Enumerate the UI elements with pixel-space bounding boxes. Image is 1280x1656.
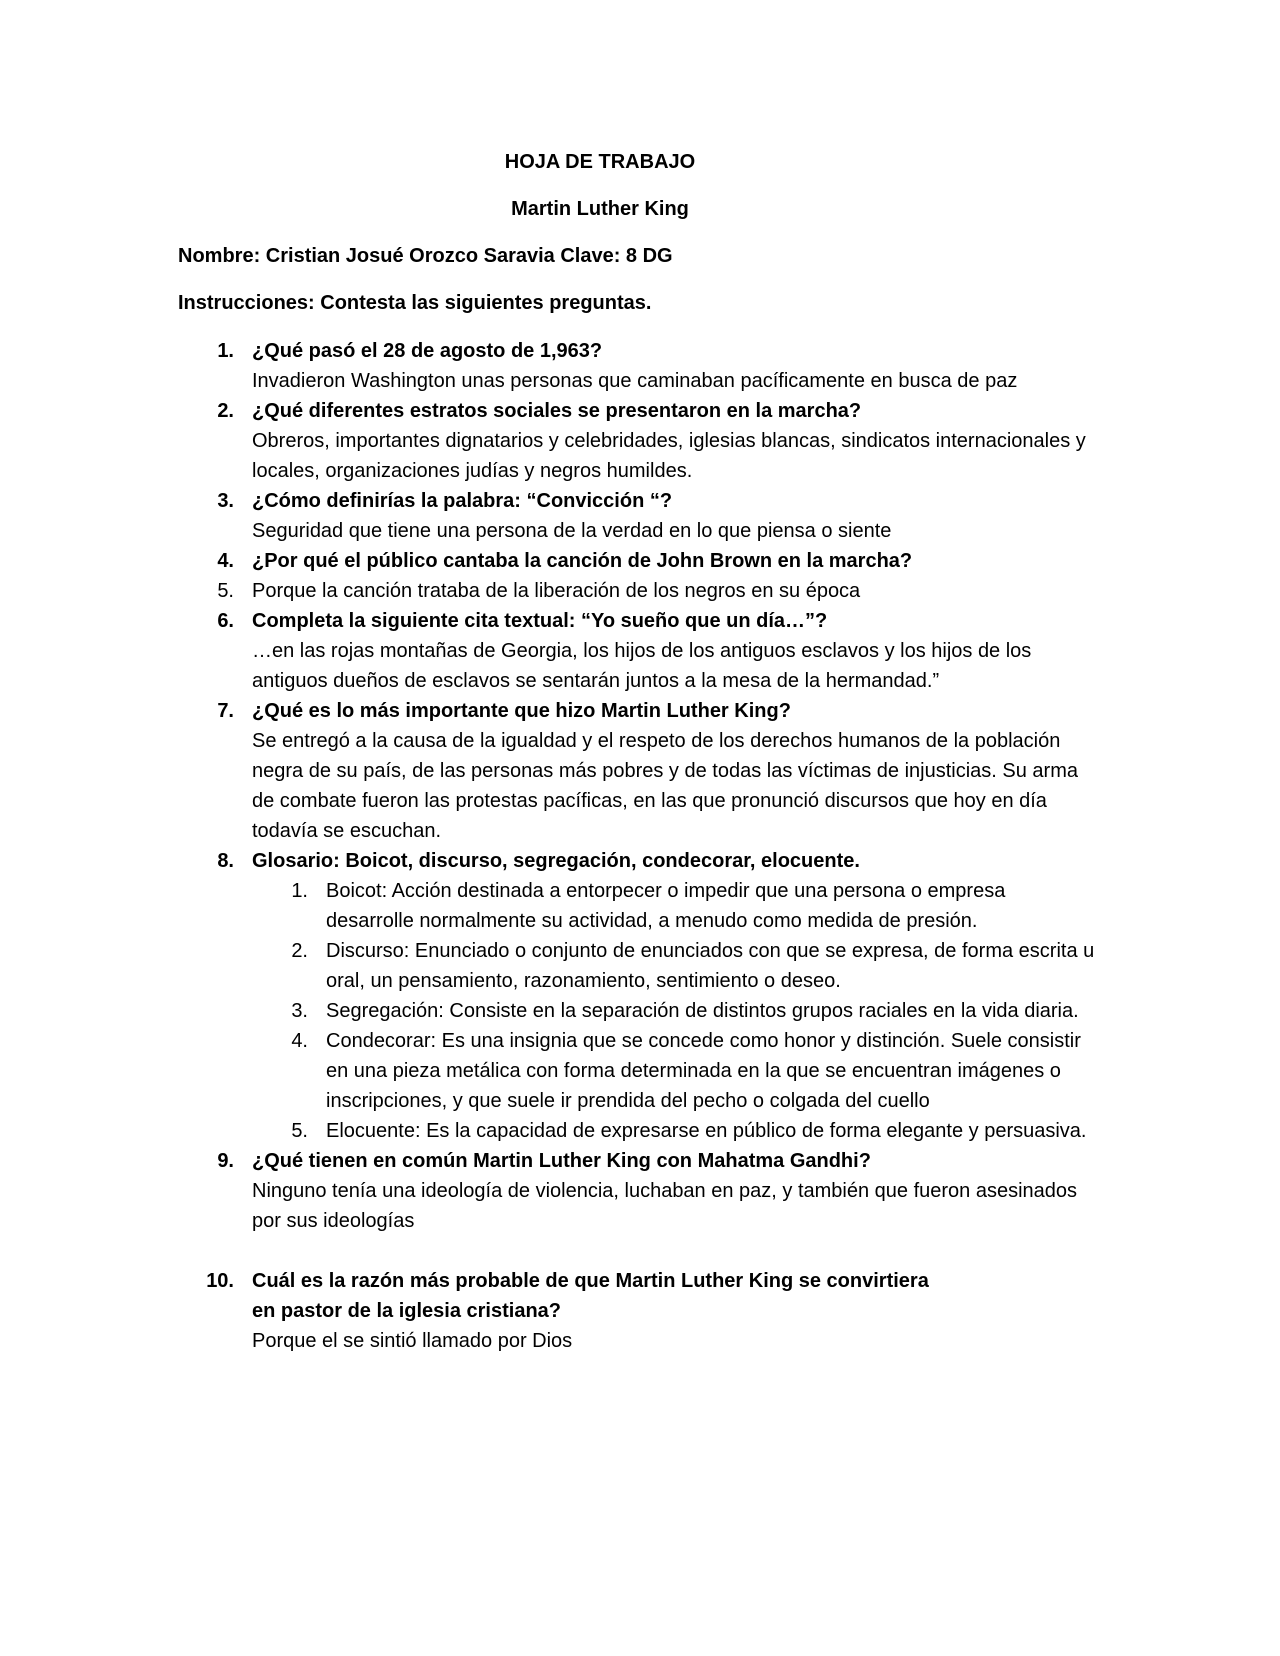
question-text: ¿Qué tienen en común Martin Luther King con Mahatma Gandhi? <box>252 1150 871 1172</box>
question-number: 3. <box>217 490 234 512</box>
student-name-line: Nombre: Cristian Josué Orozco Saravia Clave: 8 DG <box>178 245 673 267</box>
glossary-text: Segregación: Consiste en la separación de distintos grupos raciales en la vida diaria. <box>326 1000 1079 1022</box>
glossary-text: Condecorar: Es una insignia que se concede como honor y distinción. Suele consistir en una pieza metálica con forma determinada en la que se encuentran imágenes o inscripciones, y que suele ir prendida del pecho o colgada del cuello <box>326 1030 1081 1112</box>
question-item <box>178 336 1098 396</box>
answer-text: Seguridad que tiene una persona de la verdad en lo que piensa o siente <box>252 520 892 542</box>
document-title: HOJA DE TRABAJO <box>504 151 696 173</box>
question-item <box>178 1146 1098 1236</box>
glossary-item <box>252 1026 1098 1116</box>
question-text: Completa la siguiente cita textual: “Yo sueño que un día…”? <box>252 610 828 632</box>
glossary-number: 2. <box>291 940 308 962</box>
glossary-list <box>252 876 1098 1146</box>
question-text: ¿Qué pasó el 28 de agosto de 1,963? <box>252 340 603 362</box>
answer-text: Obreros, importantes dignatarios y celebridades, iglesias blancas, sindicatos internacionales y locales, organizaciones judías y negros humildes. <box>252 430 1086 482</box>
questions-list <box>178 336 1098 1356</box>
question-number: 8. <box>217 850 234 872</box>
question-item <box>178 576 1098 606</box>
question-item <box>178 546 1098 576</box>
question-item <box>178 696 1098 846</box>
document-subtitle: Martin Luther King <box>511 198 689 220</box>
question-text-line-1: Cuál es la razón más probable de que Martin Luther King se convirtiera <box>252 1270 929 1292</box>
glossary-item <box>252 996 1098 1026</box>
instructions-line: Instrucciones: Contesta las siguientes preguntas. <box>178 292 652 314</box>
answer-text: Invadieron Washington unas personas que caminaban pacíficamente en busca de paz <box>252 370 1018 392</box>
answer-text: Ninguno tenía una ideología de violencia, luchaban en paz, y también que fueron asesinados por sus ideologías <box>252 1180 1078 1232</box>
glossary-number: 5. <box>291 1120 308 1142</box>
question-number: 7. <box>217 700 234 722</box>
question-number: 6. <box>217 610 234 632</box>
glossary-text: Discurso: Enunciado o conjunto de enunciados con que se expresa, de forma escrita u oral, un pensamiento, razonamiento, sentimiento o deseo. <box>326 940 1095 992</box>
question-number: 2. <box>217 400 234 422</box>
question-item <box>178 606 1098 696</box>
question-number: 4. <box>217 550 234 572</box>
answer-text: Se entregó a la causa de la igualdad y el respeto de los derechos humanos de la población negra de su país, de las personas más pobres y de todas las víctimas de injusticias. Su arma de combate fueron las protestas pacíficas, en las que pronunció discursos que hoy en día todavía se escuchan. <box>252 730 1078 842</box>
question-item <box>178 396 1098 486</box>
question-text-line-2: en pastor de la iglesia cristiana? <box>252 1300 562 1322</box>
question-number: 10. <box>206 1270 234 1292</box>
question-text: ¿Cómo definirías la palabra: “Convicción “? <box>252 490 673 512</box>
glossary-item <box>252 936 1098 996</box>
question-item <box>178 1266 1098 1356</box>
question-text: ¿Qué diferentes estratos sociales se presentaron en la marcha? <box>252 400 862 422</box>
question-text: Glosario: Boicot, discurso, segregación, condecorar, elocuente. <box>252 850 860 872</box>
glossary-number: 1. <box>291 880 308 902</box>
question-text: ¿Por qué el público cantaba la canción de John Brown en la marcha? <box>252 550 913 572</box>
glossary-text: Elocuente: Es la capacidad de expresarse en público de forma elegante y persuasiva. <box>326 1120 1087 1142</box>
answer-text: Porque el se sintió llamado por Dios <box>252 1330 573 1352</box>
answer-text: …en las rojas montañas de Georgia, los hijos de los antiguos esclavos y los hijos de los antiguos dueños de esclavos se sentarán juntos a la mesa de la hermandad.” <box>252 640 1032 692</box>
glossary-number: 3. <box>291 1000 308 1022</box>
glossary-item <box>252 1116 1098 1146</box>
glossary-text: Boicot: Acción destinada a entorpecer o impedir que una persona o empresa desarrolle normalmente su actividad, a menudo como medida de presión. <box>326 880 1006 932</box>
glossary-number: 4. <box>291 1030 308 1052</box>
question-item <box>178 486 1098 546</box>
question-text: ¿Qué es lo más importante que hizo Martin Luther King? <box>252 700 791 722</box>
glossary-item <box>252 876 1098 936</box>
question-number: 5. <box>217 580 234 602</box>
question-item <box>178 846 1098 1146</box>
question-number: 1. <box>217 340 234 362</box>
question-number: 9. <box>217 1150 234 1172</box>
answer-text: Porque la canción trataba de la liberación de los negros en su época <box>252 580 861 602</box>
